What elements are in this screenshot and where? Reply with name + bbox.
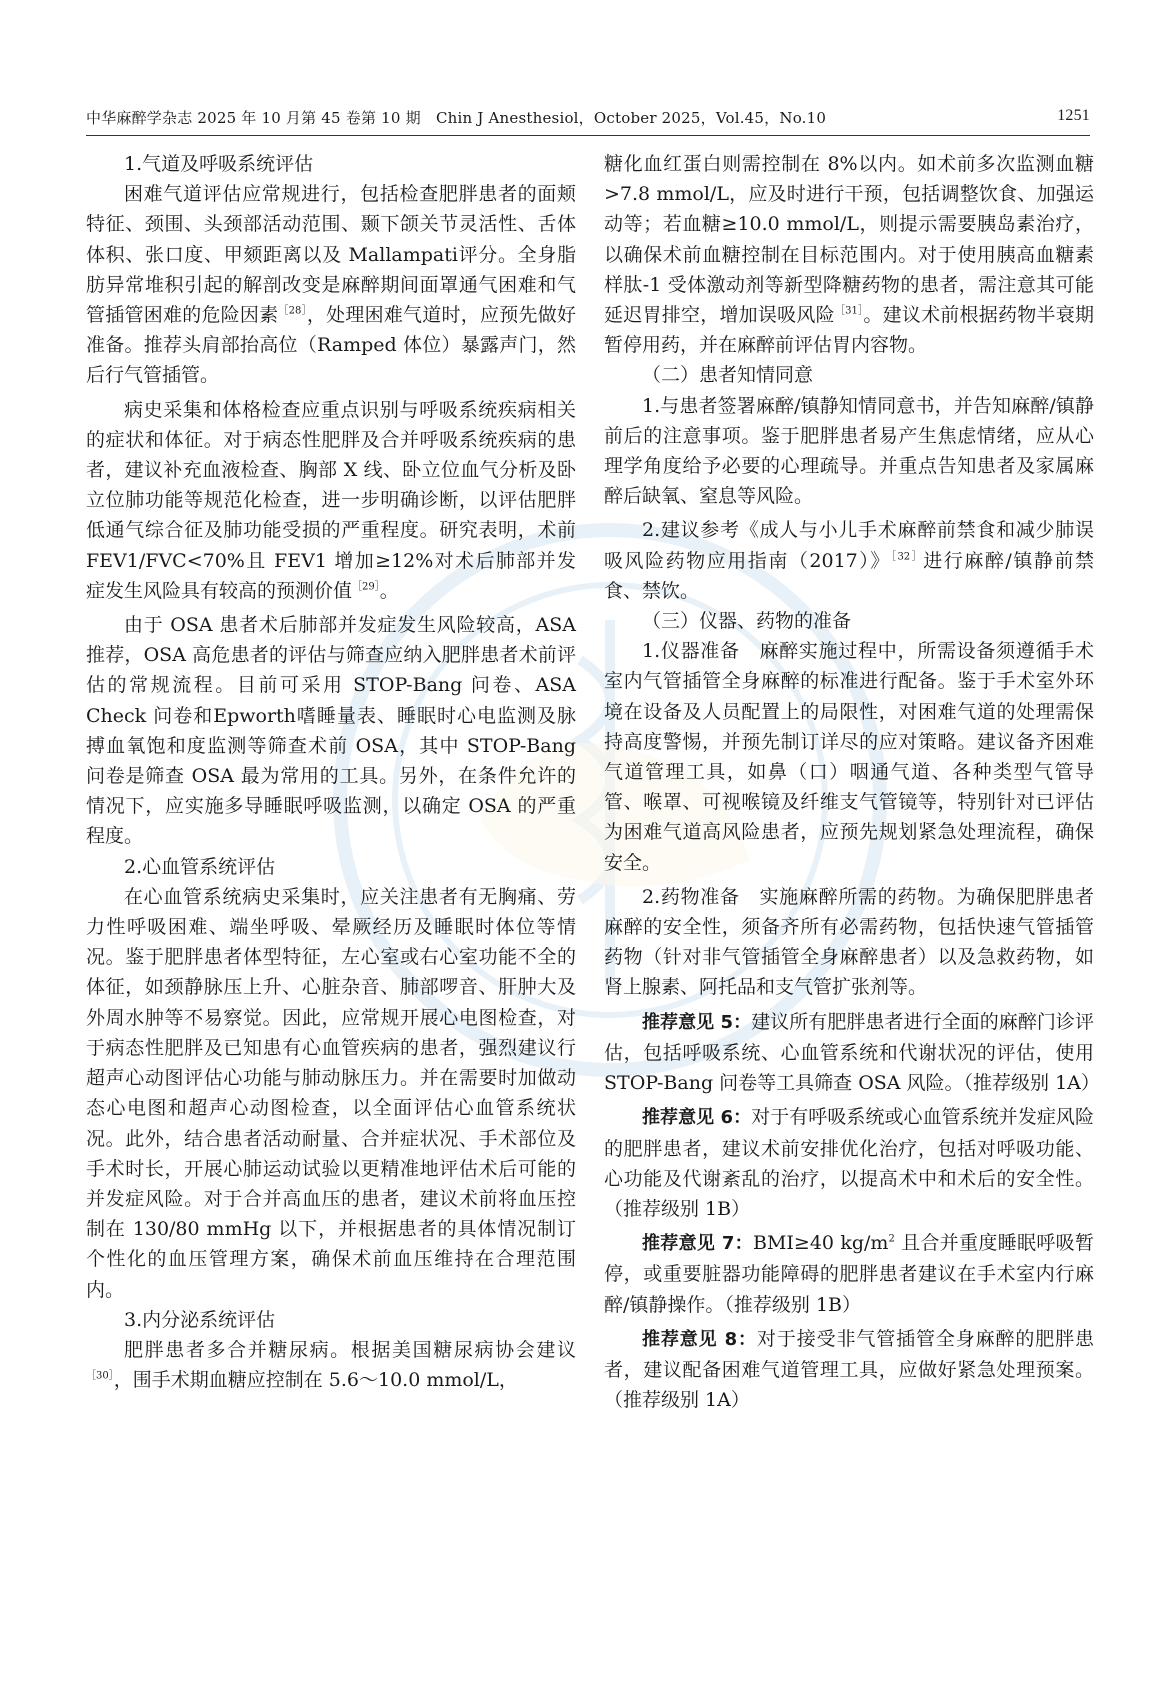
citation: ［30］ (86, 1370, 114, 1382)
paragraph: 1.仪器准备 麻醉实施过程中，所需设备须遵循手术室内气管插管全身麻醉的标准进行配备。鉴于手术室外环境在设备及人员配置上的局限性，对困难气道的处理需保持高度警惕，并预先制订详尽的应对策略。建议备齐困难气道管理工具，如鼻（口）咽通气道、各种类型气管导管、喉罩、可视喉镜及纤维支气管镜等，特别针对已评估为困难气道高风险患者，应预先规划紧急处理流程，确保安全。 (604, 640, 1094, 874)
section-heading-consent: （二）患者知情同意 (642, 364, 814, 387)
citation: ［28］ (278, 305, 307, 317)
paragraph: 由于 OSA 患者术后肺部并发症发生风险较高，ASA 推荐，OSA 高危患者的评估与筛查应纳入肥胖患者术前评估的常规流程。目前可采用 STOP-Bang 问卷、ASA Check 问卷和Epworth嗜睡量表、睡眠时心电监测及脉搏血氧饱和度监测等筛查术前 OSA，其中 STOP-Bang 问卷是筛查 OSA 最为常用的工具。另外，在条件允许的情况下，应实施多导睡眠呼吸监测，以确定 OSA 的严重程度。 (86, 614, 576, 848)
section-heading-equipment: （三）仪器、药物的准备 (642, 610, 852, 633)
paragraph: 2.建议参考《成人与小儿手术麻醉前禁食和减少肺误吸风险药物应用指南（2017）》$^{[32]}$进行麻醉/镇静前禁食、禁饮。 (604, 519, 1095, 602)
right-column (604, 149, 1100, 1415)
journal-citation: 中华麻醉学杂志 2025 年 10 月第 45 卷第 10 期 Chin J Anesthesiol，October 2025，Vol.45，No.10 (86, 109, 827, 127)
citation: ［31］ (834, 305, 864, 317)
paragraph: 病史采集和体格检查应重点识别与呼吸系统疾病相关的症状和体征。对于病态性肥胖及合并呼吸系统疾病的患者，建议补充血液检查、胸部 X 线、卧立位血气分析及卧立位肺功能等规范化检查，进一步明确诊断，以评估肥胖低通气综合征及肺功能受损的严重程度。研究表明，术前 FEV1/FVC<70%且 FEV1 增加≥12%对术后肺部并发症发生风险具有较高的预测价值$^{[29]}$。 (86, 398, 576, 602)
paragraph: 1.与患者签署麻醉/镇静知情同意书，并告知麻醉/镇静前后的注意事项。鉴于肥胖患者易产生焦虑情绪，应从心理学角度给予必要的心理疏导。并重点告知患者及家属麻醉后缺氧、窒息等风险。 (604, 394, 1094, 508)
running-header (86, 107, 1090, 131)
paragraph: 在心血管系统病史采集时，应关注患者有无胸痛、劳力性呼吸困难、端坐呼吸、晕厥经历及睡眠时体位等情况。鉴于肥胖患者体型特征，左心室或右心室功能不全的体征，如颈静脉压上升、心脏杂音、肺部啰音、肝肿大及外周水肿等不易察觉。因此，应常规开展心电图检查，对于病态性肥胖及已知患有心血管疾病的患者，强烈建议行超声心动图评估心功能与肺动脉压力。并在需要时加做动态心电图和超声心动图检查，以全面评估心血管系统状况。此外，结合患者活动耐量、合并症状况、手术部位及手术时长，开展心肺运动试验以更精准地评估术后可能的并发症风险。对于合并高血压的患者，建议术前将血压控制在 130/80 mmHg 以下，并根据患者的具体情况制订个性化的血压管理方案，确保术前血压维持在合理范围内。 (86, 885, 576, 1301)
paragraph: 困难气道评估应常规进行，包括检查肥胖患者的面颊特征、颈围、头颈部活动范围、颞下颌关节灵活性、舌体体积、张口度、甲颏距离以及 Mallampati评分。全身脂肪异常堆积引起的解剖改变是麻醉期间面罩通气困难和气管插管困难的危险因素$^{[28]}$，处理困难气道时，应预先做好准备。推荐头肩部抬高位（Ramped 体位）暴露声门，然后行气管插管。 (86, 183, 576, 387)
recommendation-8: 推荐意见 8：对于接受非气管插管全身麻醉的肥胖患者，建议配备困难气道管理工具，应做好紧急处理预案。（推荐级别 1A） (604, 1327, 1094, 1412)
header-rule (86, 135, 1090, 136)
paragraph: 肥胖患者多合并糖尿病。根据美国糖尿病协会建议$^{[30]}$，围手术期血糖应控制在 5.6～10.0 mmol/L， (86, 1338, 576, 1392)
recommendation-7: 推荐意见 7：BMI≥40 $kg/m^2$ 且合并重度睡眠呼吸暂停，或重要脏器功能障碍的肥胖患者建议在手术室内行麻醉/镇静操作。（推荐级别 1B） (604, 1232, 1094, 1316)
citation: ［29］ (352, 581, 380, 593)
recommendation-5: 推荐意见 5：建议所有肥胖患者进行全面的麻醉门诊评估，包括呼吸系统、心血管系统和代谢状况的评估，使用 STOP-Bang 问卷等工具筛查 OSA 风险。（推荐级别 1A） (604, 1010, 1100, 1095)
section-heading-airway: 1.气道及呼吸系统评估 (124, 153, 314, 175)
page-number: 1251 (1057, 107, 1090, 124)
left-column (86, 149, 576, 1395)
recommendation-6: 推荐意见 6：对于有呼吸系统或心血管系统并发症风险的肥胖患者，建议术前安排优化治疗，包括对呼吸功能、心功能及代谢紊乱的治疗，以提高术中和术后的安全性。（推荐级别 1B） (604, 1106, 1094, 1220)
citation: ［32］ (890, 551, 924, 563)
paragraph: 2.药物准备 实施麻醉所需的药物。为确保肥胖患者麻醉的安全性，须备齐所有必需药物，包括快速气管插管药物（针对非气管插管全身麻醉患者）以及急救药物，如肾上腺素、阿托品和支气管扩张剂等。 (604, 885, 1094, 999)
section-heading-cardio: 2.心血管系统评估 (124, 855, 276, 878)
paragraph: 糖化血红蛋白则需控制在 8%以内。如术前多次监测血糖>7.8 mmol/L，应及时进行干预，包括调整饮食、加强运动等；若血糖≥10.0 mmol/L，则提示需要胰岛素治疗，以确保术前血糖控制在目标范围内。对于使用胰高血糖素样肽-1 受体激动剂等新型降糖药物的患者，需注意其可能延迟胃排空，增加误吸风险$^{[31]}$。建议术前根据药物半衰期暂停用药，并在麻醉前评估胃内容物。 (604, 153, 1094, 357)
section-heading-endocrine: 3.内分泌系统评估 (124, 1308, 276, 1331)
